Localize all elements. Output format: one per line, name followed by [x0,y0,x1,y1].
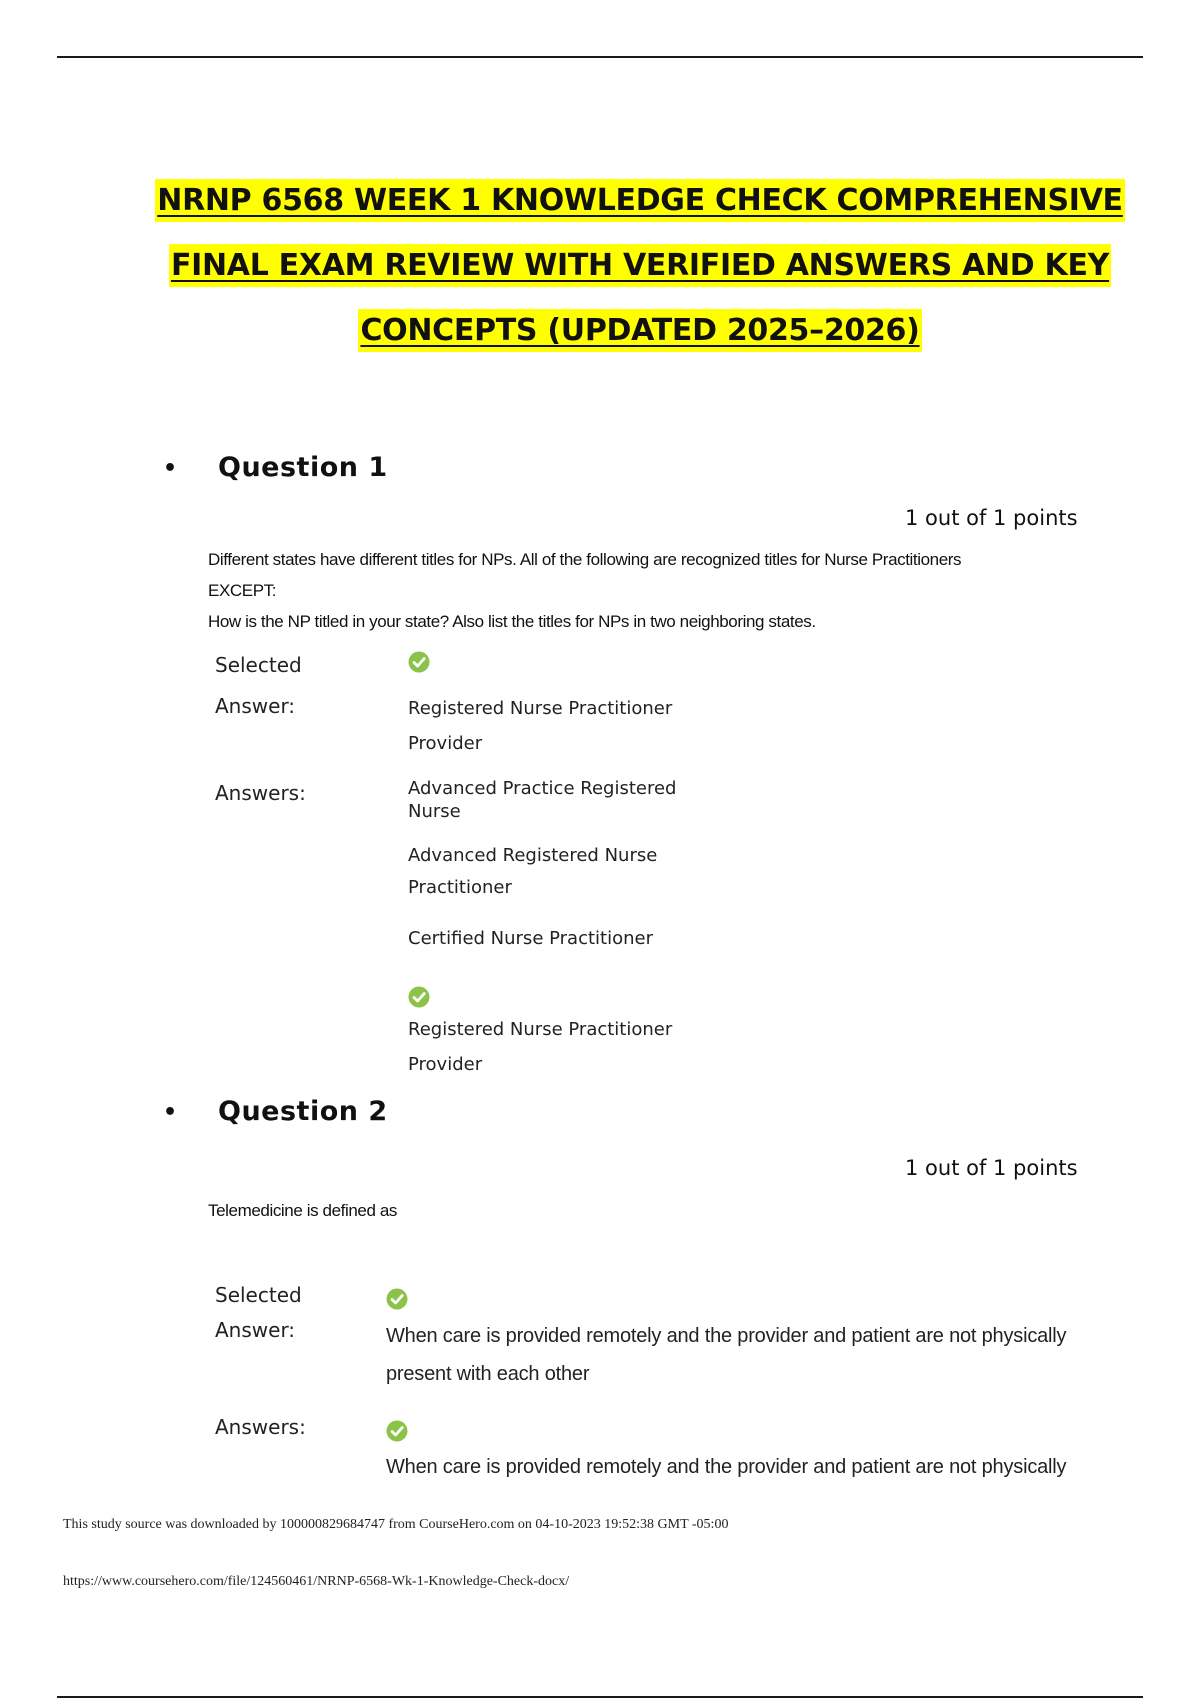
correct-check-icon [408,986,430,1008]
title-line-2: FINAL EXAM REVIEW WITH VERIFIED ANSWERS AND KEY [169,244,1111,287]
question-1-answer-option-2-line-1: Advanced Registered Nurse [408,845,658,866]
question-1-answers-label: Answers: [215,781,306,805]
question-1-text-line-2: EXCEPT: [208,581,277,600]
source-url: https://www.coursehero.com/file/124560461/NRNP-6568-Wk-1-Knowledge-Check-docx/ [63,1574,570,1589]
top-divider [57,56,1143,58]
question-1-answer-label: Answer: [215,694,296,718]
correct-check-icon [386,1288,408,1310]
question-1-answer-option-1-line-2: Nurse [408,801,461,822]
bottom-divider [57,1696,1143,1698]
question-2-selected-answer-line-1: When care is provided remotely and the provider and patient are not physically [386,1325,1067,1347]
question-1-answer-option-1-line-1: Advanced Practice Registered [408,778,677,799]
download-note: This study source was downloaded by 100000829684747 from CourseHero.com on 04-10-2023 19:52:38 GMT -05:00 [63,1517,729,1532]
document-title [150,180,1130,375]
question-1-title: Question 1 [218,452,388,483]
title-line-3: CONCEPTS (UPDATED 2025–2026) [358,309,921,352]
correct-check-icon [386,1420,408,1442]
question-2-answer-option-1-line-1: When care is provided remotely and the provider and patient are not physically [386,1456,1067,1478]
question-1-selected-label: Selected [215,653,302,677]
question-1-selected-answer-line-2: Provider [408,733,483,754]
question-1-text-line-1: Different states have different titles for NPs. All of the following are recognized titles for Nurse Practitioners [208,550,962,569]
question-2-text: Telemedicine is defined as [208,1201,397,1220]
correct-check-icon [408,651,430,673]
question-1-answer-option-2-line-2: Practitioner [408,877,512,898]
question-2-answers-label: Answers: [215,1415,306,1439]
question-1-bullet: • [163,456,178,481]
question-1-answer-option-3: Certified Nurse Practitioner [408,928,653,949]
question-1-selected-answer-line-1: Registered Nurse Practitioner [408,698,673,719]
title-line-1: NRNP 6568 WEEK 1 KNOWLEDGE CHECK COMPREHENSIVE [155,179,1124,222]
question-2-selected-answer-line-2: present with each other [386,1363,590,1385]
question-1-points: 1 out of 1 points [905,506,1078,530]
question-2-points: 1 out of 1 points [905,1156,1078,1180]
question-1-answer-option-4-line-1: Registered Nurse Practitioner [408,1019,673,1040]
question-2-bullet: • [163,1100,178,1125]
question-2-title: Question 2 [218,1096,388,1127]
question-2-selected-label: Selected [215,1283,302,1307]
question-2-answer-label: Answer: [215,1318,296,1342]
question-1-answer-option-4-line-2: Provider [408,1054,483,1075]
question-1-text-line-3: How is the NP titled in your state? Also list the titles for NPs in two neighboring states. [208,612,816,631]
